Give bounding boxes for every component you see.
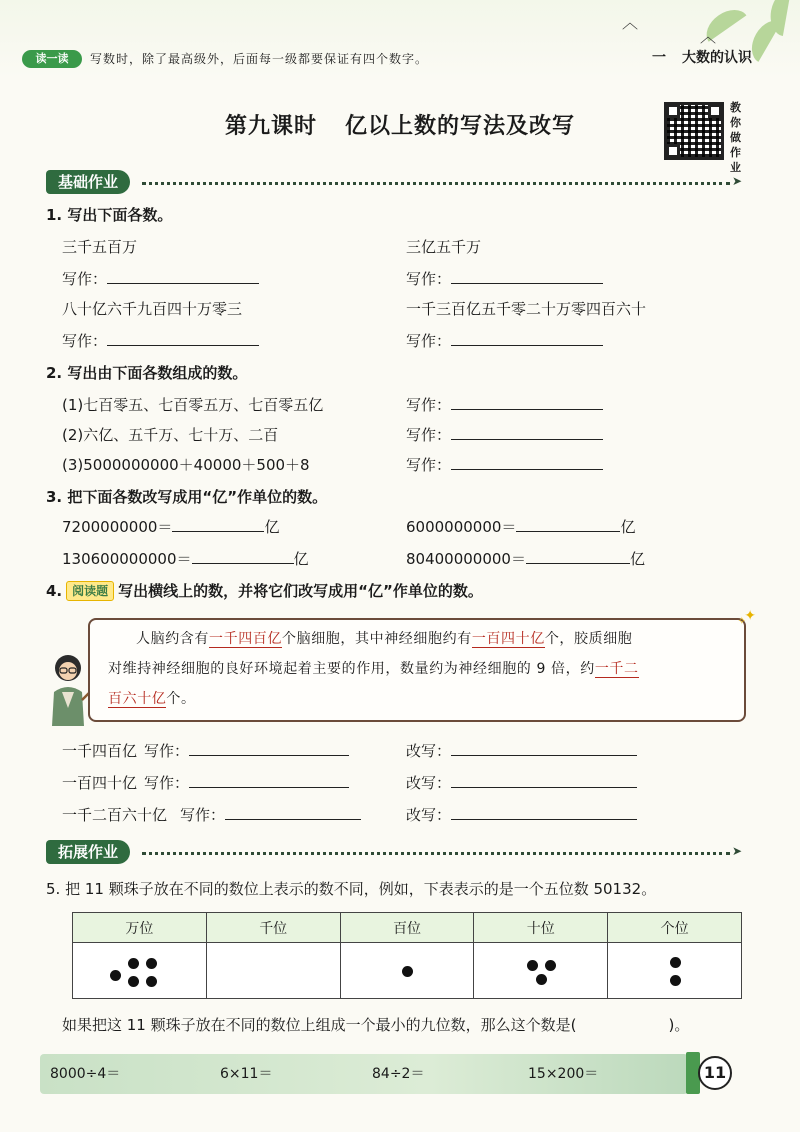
q4-row: 一百四十亿 写作： bbox=[62, 772, 349, 794]
q1-answer-row: 写作： bbox=[406, 268, 603, 290]
answer-blank[interactable] bbox=[172, 516, 264, 532]
bead-dot bbox=[128, 976, 139, 987]
answer-blank[interactable] bbox=[526, 548, 630, 564]
answer-blank[interactable] bbox=[107, 330, 259, 346]
highlight-number: 一千二 bbox=[594, 661, 639, 677]
q4-head: 4. 阅读题 写出横线上的数，并将它们改写成用“亿”作单位的数。 bbox=[46, 582, 483, 600]
bead-cell bbox=[474, 943, 608, 999]
q3-row: 6000000000＝ 亿 bbox=[406, 518, 636, 536]
bead-dot bbox=[128, 958, 139, 969]
page-number-badge bbox=[686, 1050, 738, 1096]
q2-item: (2)六亿、五千万、七十万、二百 bbox=[62, 426, 279, 444]
reading-passage-box bbox=[88, 608, 756, 722]
column-header: 十位 bbox=[474, 913, 608, 943]
column-header: 百位 bbox=[340, 913, 474, 943]
bead-dot bbox=[536, 974, 547, 985]
section-dots bbox=[142, 182, 730, 185]
q1-item: 三亿五千万 bbox=[406, 238, 482, 256]
q5-head: 5. 把 11 颗珠子放在不同的数位上表示的数不同，例如，下表表示的是一个五位数 50132。 bbox=[46, 880, 657, 898]
q3-head: 3. 把下面各数改写成用“亿”作单位的数。 bbox=[46, 488, 328, 506]
answer-blank[interactable] bbox=[451, 268, 603, 284]
star-icon: ✦ bbox=[744, 608, 756, 624]
calc-item: 8000÷4＝ bbox=[50, 1066, 121, 1082]
q2-item: (3)5000000000＋40000＋500＋8 bbox=[62, 456, 310, 474]
mental-math-bar bbox=[40, 1054, 688, 1094]
lesson-period: 第九课时 bbox=[224, 114, 317, 139]
highlight-number: 一千四百亿 bbox=[209, 631, 282, 647]
bead-dot bbox=[670, 975, 681, 986]
bead-dot bbox=[110, 970, 121, 981]
q1-head: 1. 写出下面各数。 bbox=[46, 206, 173, 224]
q2-answer-row: 写作： bbox=[406, 424, 603, 446]
answer-blank[interactable] bbox=[451, 330, 603, 346]
section-dots bbox=[142, 852, 730, 855]
bead-dot bbox=[146, 958, 157, 969]
q4-row: 一千四百亿 写作： bbox=[62, 740, 349, 762]
passage-line: 百六十亿个。 bbox=[108, 691, 196, 707]
highlight-number: 一百四十亿 bbox=[471, 631, 545, 647]
unit-title bbox=[652, 48, 752, 68]
unit-title-text: 大数的认识 bbox=[682, 50, 752, 66]
reading-tag: 阅读题 bbox=[66, 581, 114, 601]
q4-rewrite: 改写： bbox=[406, 804, 637, 826]
answer-blank[interactable] bbox=[107, 268, 259, 284]
q1-item: 八十亿六千九百四十万零三 bbox=[62, 300, 243, 318]
column-header: 千位 bbox=[206, 913, 340, 943]
bead-cell bbox=[340, 943, 474, 999]
q1-answer-row: 写作： bbox=[62, 268, 259, 290]
q4-rewrite: 改写： bbox=[406, 772, 637, 794]
bead-place-value-table bbox=[72, 912, 742, 999]
answer-blank[interactable] bbox=[451, 804, 637, 820]
q1-answer-row: 写作： bbox=[62, 330, 259, 352]
passage-line: 对维持神经细胞的良好环境起着主要的作用，数量约为神经细胞的 9 倍，约一千二 bbox=[108, 661, 639, 677]
q1-item: 三千五百万 bbox=[62, 238, 138, 256]
section-basic bbox=[46, 170, 746, 194]
header-strip bbox=[0, 0, 800, 78]
column-header: 个位 bbox=[608, 913, 742, 943]
section-extend bbox=[46, 840, 746, 864]
answer-blank[interactable] bbox=[451, 394, 603, 410]
bead-dot bbox=[527, 960, 538, 971]
answer-blank[interactable] bbox=[451, 740, 637, 756]
calc-item: 6×11＝ bbox=[220, 1066, 273, 1082]
q2-item: (1)七百零五、七百零五万、七百零五亿 bbox=[62, 396, 324, 414]
tip-badge: 读一读 bbox=[22, 50, 82, 68]
answer-blank[interactable] bbox=[192, 548, 294, 564]
answer-blank[interactable] bbox=[451, 454, 603, 470]
q4-row: 一千二百六十亿 写作： bbox=[62, 804, 361, 826]
bead-dot bbox=[670, 957, 681, 968]
highlight-number: 百六十亿 bbox=[108, 691, 167, 707]
arrow-right-icon: ➤ bbox=[732, 174, 743, 188]
qr-code[interactable] bbox=[664, 102, 724, 160]
arrow-right-icon: ➤ bbox=[732, 844, 743, 858]
column-header: 万位 bbox=[73, 913, 207, 943]
page-number: 11 bbox=[698, 1056, 732, 1090]
bead-cell bbox=[608, 943, 742, 999]
q3-row: 7200000000＝ 亿 bbox=[62, 518, 280, 536]
q5-question: 如果把这 11 颗珠子放在不同的数位上组成一个最小的九位数，那么这个数是( )。 bbox=[62, 1016, 690, 1034]
calc-item: 15×200＝ bbox=[528, 1066, 599, 1082]
q2-answer-row: 写作： bbox=[406, 394, 603, 416]
answer-blank[interactable] bbox=[451, 424, 603, 440]
section-basic-tag: 基础作业 bbox=[46, 170, 130, 194]
bead-dot bbox=[545, 960, 556, 971]
q1-item: 一千三百亿五千零二十万零四百六十 bbox=[406, 300, 647, 318]
answer-blank[interactable] bbox=[189, 740, 349, 756]
lesson-name: 亿以上数的写法及改写 bbox=[345, 114, 576, 139]
q3-row: 130600000000＝ 亿 bbox=[62, 550, 309, 568]
q2-head: 2. 写出由下面各数组成的数。 bbox=[46, 364, 248, 382]
answer-blank[interactable] bbox=[516, 516, 620, 532]
unit-dash: 一 bbox=[652, 50, 666, 66]
calc-item: 84÷2＝ bbox=[372, 1066, 425, 1082]
answer-blank[interactable] bbox=[451, 772, 637, 788]
bird-icon: ︿ bbox=[622, 13, 639, 32]
bead-cell bbox=[73, 943, 207, 999]
answer-paren-space[interactable] bbox=[576, 1014, 668, 1030]
bird-icon: ︿ bbox=[700, 27, 717, 46]
answer-blank[interactable] bbox=[225, 804, 361, 820]
passage-line: 人脑约含有一千四百亿个脑细胞，其中神经细胞约有一百四十亿个，胶质细胞 bbox=[136, 631, 633, 647]
qr-label: 教 你 做 作 业 bbox=[730, 101, 741, 174]
section-extend-tag: 拓展作业 bbox=[46, 840, 130, 864]
answer-blank[interactable] bbox=[189, 772, 349, 788]
q3-row: 80400000000＝ 亿 bbox=[406, 550, 645, 568]
bead-cell bbox=[206, 943, 340, 999]
q1-answer-row: 写作： bbox=[406, 330, 603, 352]
q4-rewrite: 改写： bbox=[406, 740, 637, 762]
tip-text: 写数时，除了最高级外，后面每一级都要保证有四个数字。 bbox=[90, 52, 429, 66]
star-icon: ✧ bbox=[737, 616, 746, 627]
bead-dot bbox=[402, 966, 413, 977]
bead-dot bbox=[146, 976, 157, 987]
q2-answer-row: 写作： bbox=[406, 454, 603, 476]
